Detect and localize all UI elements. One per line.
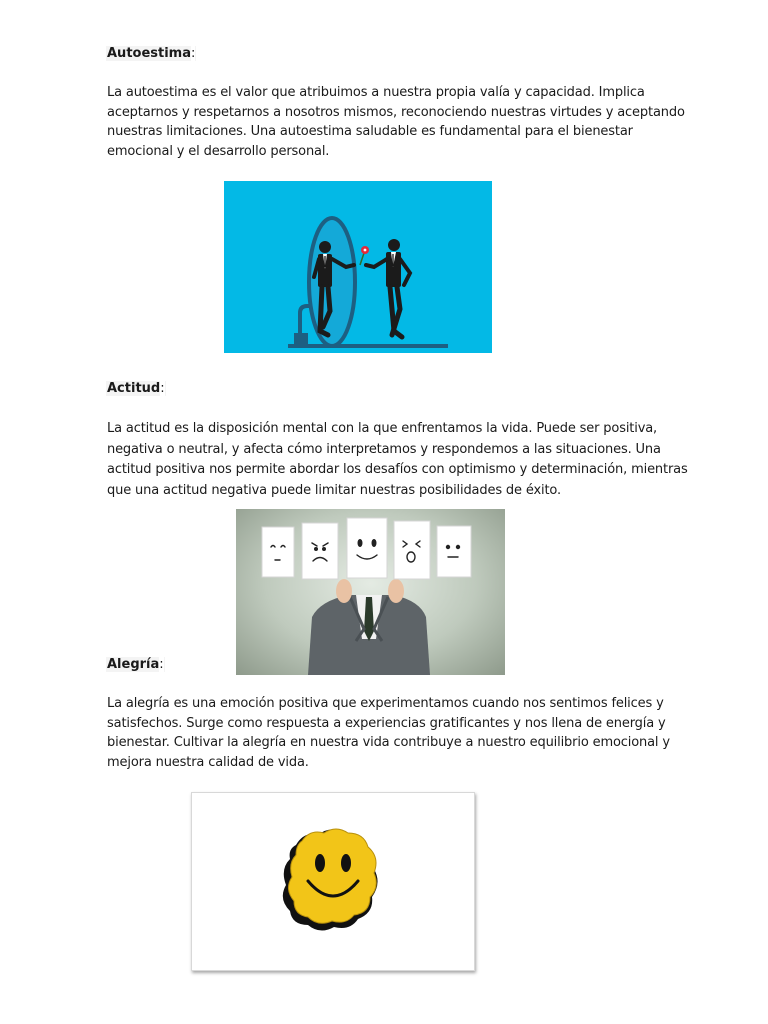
paragraph-line: que una actitud negativa puede limitar nuestras posibilidades de éxito. xyxy=(107,482,561,498)
paragraph-line: nuestras limitaciones. Una autoestima saludable es fundamental para el bienestar xyxy=(107,124,633,139)
heading-autoestima-text: Autoestima xyxy=(107,46,192,61)
paragraph-line: La autoestima es el valor que atribuimos a nuestra propia valía y capacidad. Implica xyxy=(107,85,645,100)
paragraph-line: La actitud es la disposición mental con la que enfrentamos la vida. Puede ser positiva, xyxy=(107,421,658,436)
paragraph-line: satisfechos. Surge como respuesta a experiencias gratificantes y nos llena de energía y xyxy=(107,715,666,731)
paragraph-autoestima xyxy=(107,83,685,161)
heading-actitud-text: Actitud xyxy=(107,381,161,396)
paragraph-line: actitud positiva nos permite abordar los desafíos con optimismo y determinación, mientras xyxy=(107,462,688,477)
paragraph-alegria xyxy=(107,694,677,772)
paragraph-line: aceptarnos y respetarnos a nosotros mismos, reconociendo nuestras virtudes y aceptando xyxy=(107,104,685,120)
heading-colon: : xyxy=(191,46,196,61)
heading-colon: : xyxy=(159,657,164,672)
paragraph-line: emocional y el desarrollo personal. xyxy=(107,143,330,159)
paragraph-line: La alegría es una emoción positiva que experimentamos cuando nos sentimos felices y xyxy=(107,696,664,711)
smiley-face-image xyxy=(191,792,475,971)
heading-alegria xyxy=(106,657,165,672)
emotion-faces-photo xyxy=(236,509,505,675)
mirror-illustration-image xyxy=(224,181,492,353)
heading-actitud xyxy=(106,381,166,396)
paragraph-actitud xyxy=(107,419,688,501)
smiley-face-icon xyxy=(288,829,376,923)
heading-colon: : xyxy=(160,381,165,396)
paragraph-line: negativa o neutral, y afecta cómo interpretamos y respondemos a las situaciones. Una xyxy=(107,441,661,457)
heading-autoestima xyxy=(106,46,196,61)
paragraph-line: mejora nuestra calidad de vida. xyxy=(107,754,309,770)
paragraph-line: bienestar. Cultivar la alegría en nuestra vida contribuye a nuestro equilibrio emocional y xyxy=(107,735,670,750)
heading-alegria-text: Alegría xyxy=(107,657,160,672)
